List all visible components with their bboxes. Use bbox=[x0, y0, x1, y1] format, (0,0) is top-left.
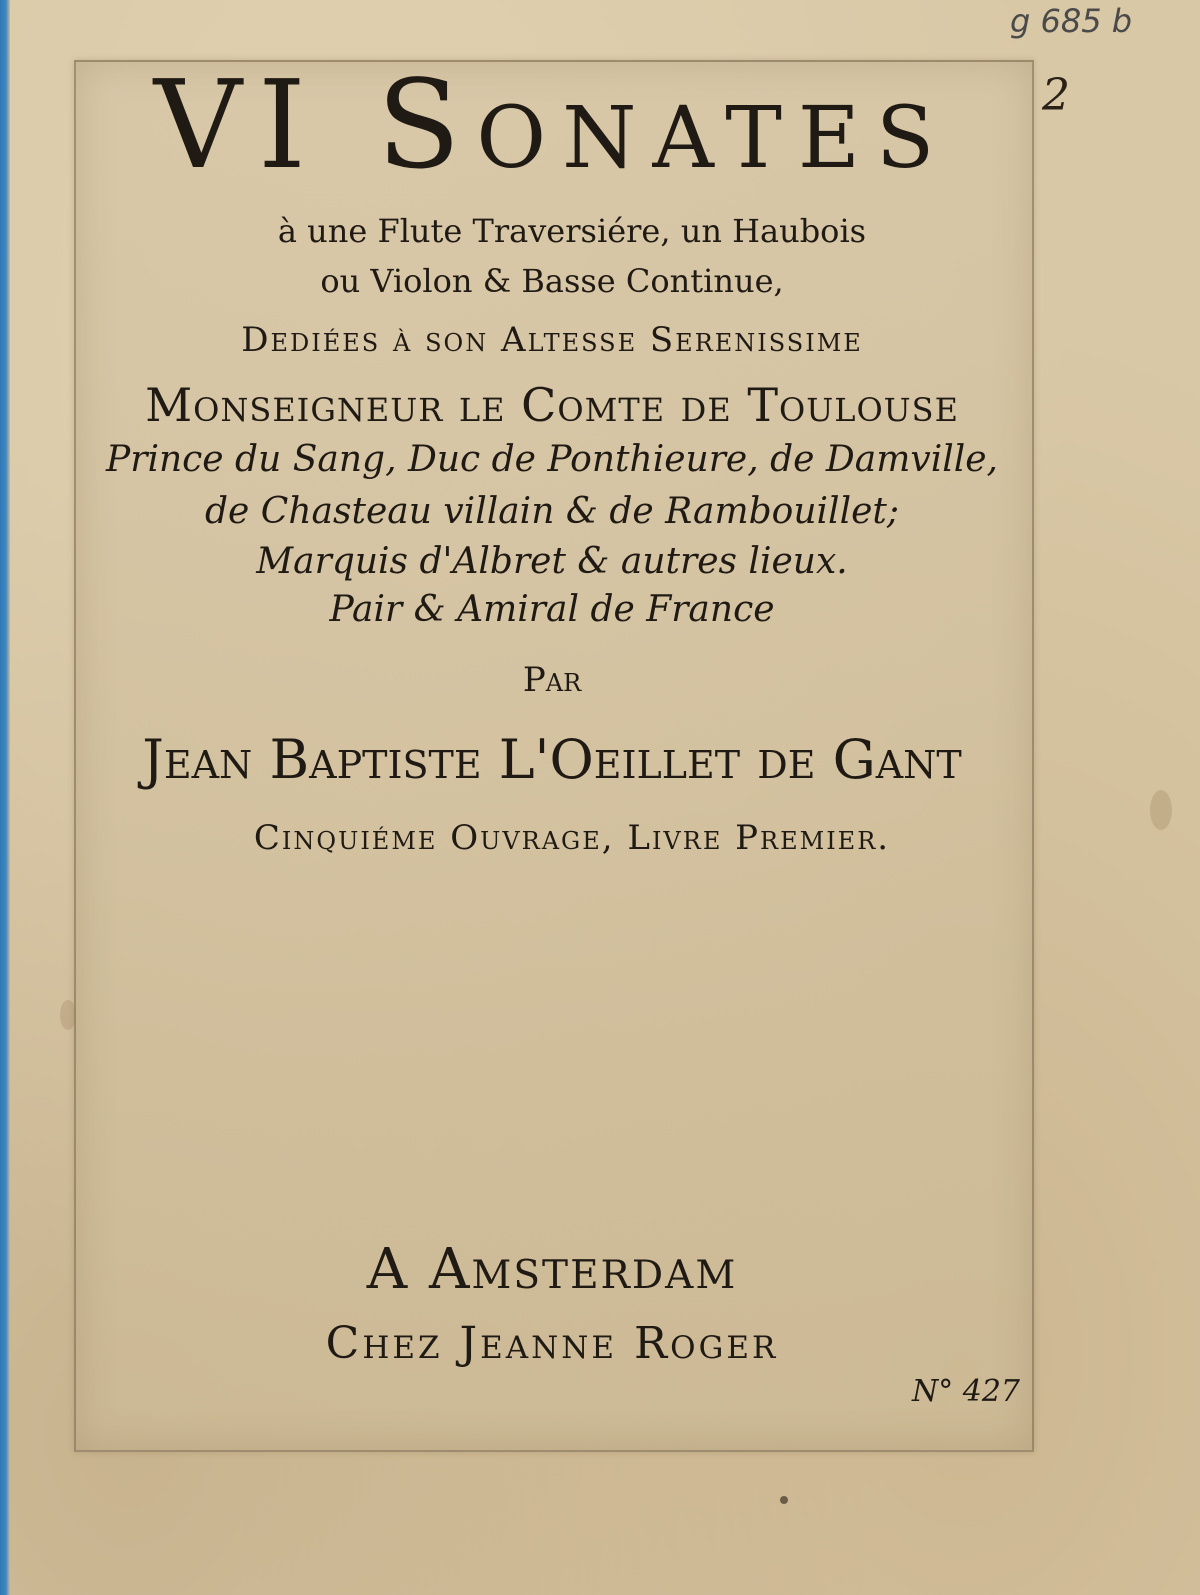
plate-number: N° 427 bbox=[911, 1374, 1020, 1409]
patron-titles-line-1: Prince du Sang, Duc de Ponthieure, de Damville, bbox=[106, 439, 998, 480]
instrumentation-line-1: à une Flute Traversiére, un Haubois bbox=[277, 212, 867, 250]
foxing-spot bbox=[1150, 790, 1172, 830]
scan-edge bbox=[0, 0, 10, 1595]
imprint-publisher: Chez Jeanne Roger bbox=[325, 1318, 779, 1369]
shelfmark-note: g 685 b bbox=[1010, 2, 1133, 40]
foxing-spot bbox=[780, 1496, 788, 1504]
patron-titles-line-3: Marquis d'Albret & autres lieux. bbox=[256, 541, 848, 582]
patron-titles-line-2: de Chasteau villain & de Rambouillet; bbox=[205, 491, 899, 532]
instrumentation-line-2: ou Violon & Basse Continue, bbox=[320, 262, 784, 300]
title: VI Sonates bbox=[153, 54, 951, 196]
patron-titles-line-4: Pair & Amiral de France bbox=[329, 589, 775, 630]
patron: Monseigneur le Comte de Toulouse bbox=[145, 378, 959, 432]
dedication: Dediées à son Altesse Serenissime bbox=[241, 320, 863, 360]
composer-name: Jean Baptiste L'Oeillet de Gant bbox=[142, 728, 962, 791]
opus-line: Cinquiéme Ouvrage, Livre Premier. bbox=[253, 818, 891, 858]
by-label: Par bbox=[522, 660, 582, 700]
folio-number: 2 bbox=[1042, 70, 1070, 121]
imprint-city: A Amsterdam bbox=[366, 1237, 738, 1302]
